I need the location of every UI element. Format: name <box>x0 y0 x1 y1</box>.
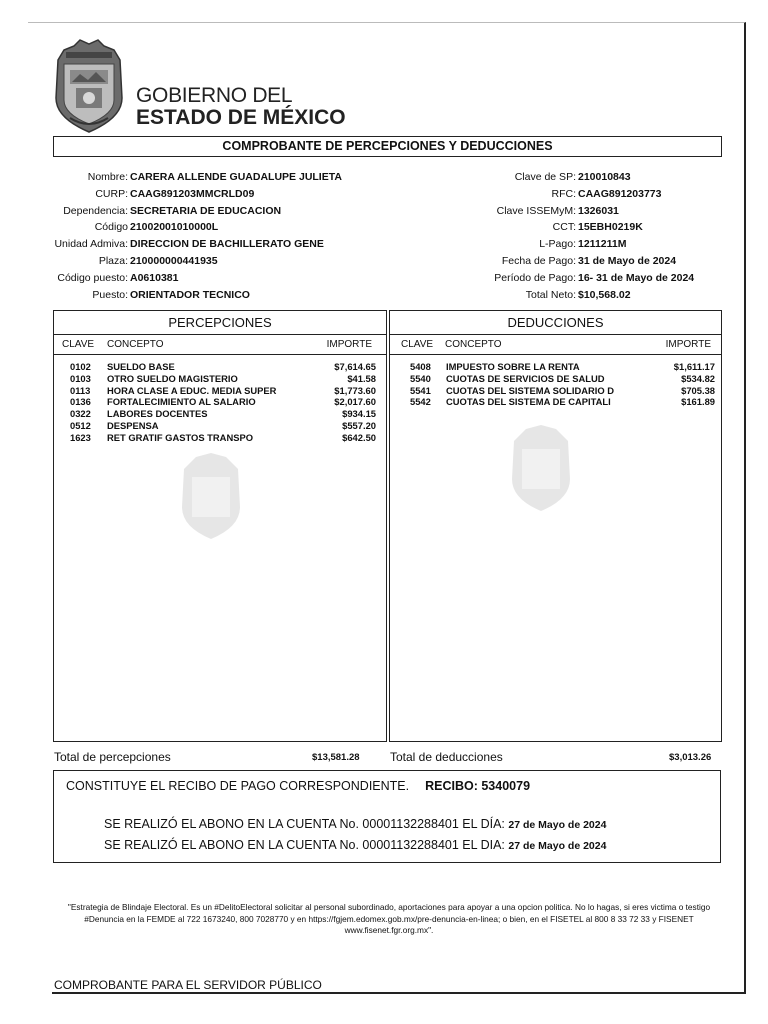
table-row: 0113 HORA CLASE A EDUC. MEDIA SUPER $1,773.60 <box>70 384 376 396</box>
table-row: 1623 RET GRATIF GASTOS TRANSPO $642.50 <box>70 431 376 443</box>
table-row: 0512 DESPENSA $557.20 <box>70 419 376 431</box>
abono-line-2: SE REALIZÓ EL ABONO EN LA CUENTA No. 00001132288401 EL DIA: 27 de Mayo de 2024 <box>104 838 607 852</box>
employee-info-right <box>478 169 694 303</box>
deducciones-title: DEDUCCIONES <box>390 311 721 335</box>
info-row-fecha-pago: Fecha de Pago: 31 de Mayo de 2024 <box>501 254 677 267</box>
table-row: 5408 IMPUESTO SOBRE LA RENTA $1,611.17 <box>410 361 715 372</box>
info-row-nombre: Nombre: CARERA ALLENDE GUADALUPE JULIETA <box>87 171 342 183</box>
table-row: 5540 CUOTAS DE SERVICIOS DE SALUD $534.82 <box>410 372 715 384</box>
total-deducciones-label: Total de deducciones <box>390 750 503 764</box>
recibo-line <box>66 779 530 793</box>
deducciones-column-headers <box>390 335 721 355</box>
total-deducciones-value: $3,013.26 <box>669 752 712 763</box>
info-row-clave-sp: Clave de SP: 210010843 <box>514 171 631 183</box>
document-title: COMPROBANTE DE PERCEPCIONES Y DEDUCCIONES <box>53 136 722 157</box>
info-row-total-neto: Total Neto: $10,568.02 <box>525 288 631 301</box>
info-row-cct: CCT: 15EBH0219K <box>552 221 643 234</box>
recibo-number: RECIBO: 5340079 <box>425 779 531 793</box>
seal-watermark-icon <box>178 451 244 541</box>
percepciones-table <box>53 310 387 742</box>
table-row: 0322 LABORES DOCENTES $934.15 <box>70 408 376 420</box>
footer-label: COMPROBANTE PARA EL SERVIDOR PÚBLICO <box>54 978 322 992</box>
table-row: 0102 SUELDO BASE $7,614.65 <box>70 361 376 372</box>
info-row-codigo: Código 21002001010000L <box>94 221 219 234</box>
government-name-line1: GOBIERNO DEL <box>136 84 293 107</box>
col-concepto: CONCEPTO <box>445 339 502 350</box>
info-row-unidad-admiva: Unidad Admiva: DIRECCION DE BACHILLERATO GENE <box>54 238 324 251</box>
info-row-curp: CURP: CAAG891203MMCRLD09 <box>95 187 255 200</box>
info-row-clave-issemym: Clave ISSEMyM: 1326031 <box>496 204 619 217</box>
info-row-rfc: RFC: CAAG891203773 <box>551 187 662 200</box>
table-row: 0103 OTRO SUELDO MAGISTERIO $41.58 <box>70 372 376 384</box>
info-row-plaza: Plaza: 210000000441935 <box>98 254 218 267</box>
deducciones-table <box>389 310 722 742</box>
info-row-periodo-pago: Período de Pago: 16- 31 de Mayo de 2024 <box>494 271 695 284</box>
bottom-rule <box>52 992 746 994</box>
employee-info-left <box>46 169 342 303</box>
total-percepciones-value: $13,581.28 <box>312 752 360 763</box>
table-row: 5542 CUOTAS DEL SISTEMA DE CAPITALI $161.89 <box>410 396 715 408</box>
col-concepto: CONCEPTO <box>107 339 164 350</box>
recibo-text: CONSTITUYE EL RECIBO DE PAGO CORRESPONDIENTE. <box>66 779 410 793</box>
electoral-disclaimer: "Estrategia de Blindaje Electoral. Es un #DelitoElectoral solicitar al personal subordinado, aportaciones para apoyar a una opcion politica. No lo hagas, si eres victima o testigo #Denuncia en la FEMDE al 722 1673240, 800 7028770 y en https://fgjem.edomex.gob.mx/pre-denuncia-en-linea; o bien, en el FISETEL al 800 8 33 72 33 y FISENET www.fisenet.fgr.org.mx". <box>67 902 711 935</box>
seal-watermark-icon <box>508 423 574 513</box>
recibo-box <box>53 770 721 863</box>
info-row-l-pago: L-Pago: 1211211M <box>539 238 627 251</box>
percepciones-column-headers <box>54 335 386 355</box>
info-row-dependencia: Dependencia: SECRETARIA DE EDUCACION <box>63 204 282 217</box>
total-percepciones-label: Total de percepciones <box>54 750 171 764</box>
table-row: 5541 CUOTAS DEL SISTEMA SOLIDARIO D $705.38 <box>410 384 715 396</box>
col-importe: IMPORTE <box>326 339 372 350</box>
col-clave: CLAVE <box>401 339 434 350</box>
info-row-puesto: Puesto: ORIENTADOR TECNICO <box>92 288 250 301</box>
percepciones-title: PERCEPCIONES <box>54 311 386 335</box>
state-seal-icon <box>50 38 128 134</box>
government-name-line2: ESTADO DE MÉXICO <box>136 106 346 129</box>
col-clave: CLAVE <box>62 339 95 350</box>
abono-line-1: SE REALIZÓ EL ABONO EN LA CUENTA No. 00001132288401 EL DÍA: 27 de Mayo de 2024 <box>104 817 607 831</box>
table-row: 0136 FORTALECIMIENTO AL SALARIO $2,017.60 <box>70 396 376 408</box>
info-row-codigo-puesto: Código puesto: A0610381 <box>57 271 179 284</box>
deducciones-rows <box>390 355 721 408</box>
percepciones-rows <box>54 355 386 444</box>
col-importe: IMPORTE <box>665 339 711 350</box>
